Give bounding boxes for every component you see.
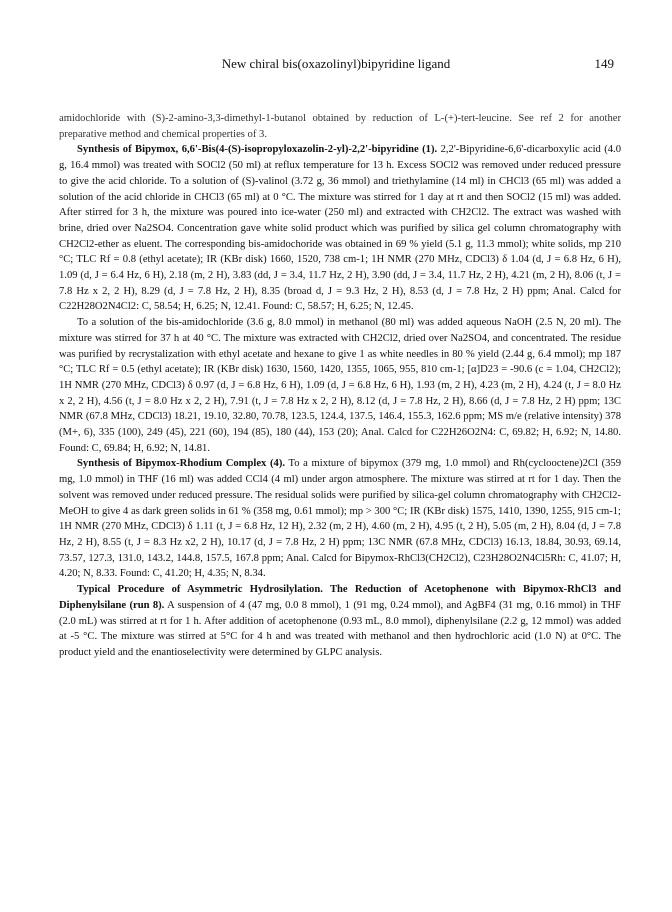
paragraph-hydrosilylation (59, 582, 621, 661)
paragraph-rhodium-complex (59, 456, 621, 582)
article-body (59, 111, 621, 661)
section-heading-bipymox: Synthesis of Bipymox, 6,6'-Bis(4-(S)-isopropyloxazolin-2-yl)-2,2'-bipyridine (1). (77, 144, 438, 156)
paragraph-cyclization: To a solution of the bis-amidochloride (3.6 g, 8.0 mmol) in methanol (80 ml) was added aqueous NaOH (2.5 N, 20 ml). The mixture was stirred for 37 h at 40 °C. The mixture was extracted with CH2Cl2, dried over Na2SO4, and concentrated. The residue was purified by recrystalization with ethyl acetate and hexane to give 1 as white needles in 80 % yield (2.44 g, 6.4 mmol); mp 187 °C; TLC Rf = 0.5 (ethyl acetate); IR (KBr disk) 1630, 1560, 1420, 1355, 1065, 955, 810 cm-1; [α]D23 = -90.6 (c = 1.04, CH2Cl2); 1H NMR (270 MHz, CDCl3) δ 0.97 (d, J = 6.8 Hz, 6 H), 1.09 (d, J = 6.8 Hz, 6 H), 1.93 (m, 2 H), 4.23 (m, 2 H), 4.24 (t, J = 8.0 Hz x 2, 2 H), 4.56 (t, J = 8.0 Hz x 2, 2 H), 7.91 (t, J = 7.8 Hz x 2, 2 H), 8.12 (d, J = 7.8 Hz, 2 H), 8.66 (d, J = 7.8 Hz, 2 H) ppm; 13C NMR (67.8 MHz, CDCl3) 18.21, 19.10, 32.80, 70.78, 123.5, 124.4, 137.5, 146.4, 155.3, 162.6 ppm; MS m/e (relative intensity) 378 (M+, 6), 335 (100), 249 (45), 221 (60), 194 (85), 180 (44), 153 (20); Anal. Calcd for C22H26O2N4: C, 69.82; H, 6.92; N, 14.80. Found: C, 69.84; H, 6.92; N, 14.81. (59, 317, 621, 454)
paragraph-text: A suspension of 4 (47 mg, 0.0 8 mmol), 1 (91 mg, 0.24 mmol), and AgBF4 (31 mg, 0.16 mmol) in THF (2.0 mL) was stirred at rt for 1 h. After addition of acetophenone (0.93 mL, 8.0 mmol), diphenylsilane (2.2 g, 12 mmol) was added at -5 °C. The mixture was stirred at 5°C for 4 h and was treated with methanol and then hydrochloric acid (1.0 N) at 0°C. The product yield and the enantioselectivity were determined by GLPC analysis. (59, 599, 621, 658)
paragraph-text: To a mixture of bipymox (379 mg, 1.0 mmol) and Rh(cyclooctene)2Cl (359 mg, 1.0 mmol) in THF (16 ml) was added CCl4 (4 ml) under argon atmosphere. The mixture was stirred at rt for 1 day. Then the solvent was removed under reduced pressure. The residual solids were purified by silica-gel column chromatography with CH2Cl2-MeOH to give 4 as dark green solids in 61 % (358 mg, 0.61 mmol); mp > 300 °C; IR (KBr disk) 1575, 1410, 1390, 1255, 915 cm-1; 1H NMR (270 MHz, CDCl3) δ 1.11 (t, J = 6.8 Hz, 12 H), 2.32 (m, 2 H), 4.60 (m, 2 H), 4.95 (t, 2 H), 5.05 (m, 2 H), 8.04 (d, J = 7.8 Hz, 2 H), 8.55 (t, J = 8.3 Hz x2, 2 H), 10.17 (d, J = 7.8 Hz, 2 H) ppm; 13C NMR (67.8 MHz, CDCl3) 16.13, 18.84, 30.93, 69.14, 73.57, 127.3, 131.0, 143.2, 144.8, 157.5, 167.8 ppm; Anal. Calcd for Bipymox-RhCl3(CH2Cl2), C23H28O2N4Cl5Rh: C, 41.07; H, 4.20; N, 8.33. Found: C, 41.20; H, 4.35; N, 8.34. (59, 458, 621, 580)
page-number: 149 (594, 56, 614, 71)
running-title: New chiral bis(oxazolinyl)bipyridine ligand (221, 56, 451, 71)
section-heading-hydrosilylation: Typical Procedure of Asymmetric Hydrosilylation. The Reduction of Acetophenone with Bipymox-RhCl3 and Diphenylsilane (run 8). (59, 584, 621, 611)
section-heading-rhodium: Synthesis of Bipymox-Rhodium Complex (4). (77, 458, 285, 470)
paragraph-text: 2,2'-Bipyridine-6,6'-dicarboxylic acid (4.0 g, 16.4 mmol) was treated with SOCl2 (50 ml) at reflux temperature for 13 h. Excess SOCl2 was removed under reduced pressure to give the acid chloride. To a solution of (S)-valinol (3.72 g, 36 mmol) and triethylamine (14 ml) in CHCl3 (65 ml) was added a solution of the acid chloride in CHCl3 (65 ml) at 0 °C. The mixture was stirred for 1 day at rt and then SOCl2 (15 ml) was added. After stirred for 3 h, the mixture was poured into ice-water (250 ml) and extracted with CH2Cl2. The extract was washed with brine, dried over Na2SO4. Concentration gave white solid product which was purified by silica gel column chromatography with CH2Cl2-ether as eluent. The corresponding bis-amidochoride was obtained in 69 % yield (5.1 g, 11.3 mmol); white solids, mp 210 °C; TLC Rf = 0.8 (ethyl acetate); IR (KBr disk) 1660, 1520, 738 cm-1; 1H NMR (270 MHz, CDCl3) δ 1.04 (d, J = 6.8 Hz, 6 H), 1.09 (d, J = 6.4 Hz, 6 H), 2.18 (m, 2 H), 3.83 (dd, J = 3.4, 11.7 Hz, 2 H), 3.90 (dd, J = 3.4, 11.7 Hz, 2 H), 4.21 (m, 2 H), 8.06 (t, J = 7.8 Hz x 2, 2 H), 8.29 (d, J = 7.8 Hz, 2 H), 8.35 (broad d, J = 9.3 Hz, 2 H), 8.53 (d, J = 7.8 Hz, 2 H) ppm; Anal. Calcd for C22H28O2N4Cl2: C, 58.54; H, 6.25; N, 12.41. Found: C, 58.57; H, 6.25; N, 12.45. (59, 144, 621, 313)
paragraph-continuation: amidochloride with (S)-2-amino-3,3-dimethyl-1-butanol obtained by reduction of L-(+)-tert-leucine. See ref 2 for another preparative method and chemical properties of 3. (59, 113, 621, 140)
paragraph-bipymox-synthesis (59, 142, 621, 315)
running-header (0, 56, 672, 76)
